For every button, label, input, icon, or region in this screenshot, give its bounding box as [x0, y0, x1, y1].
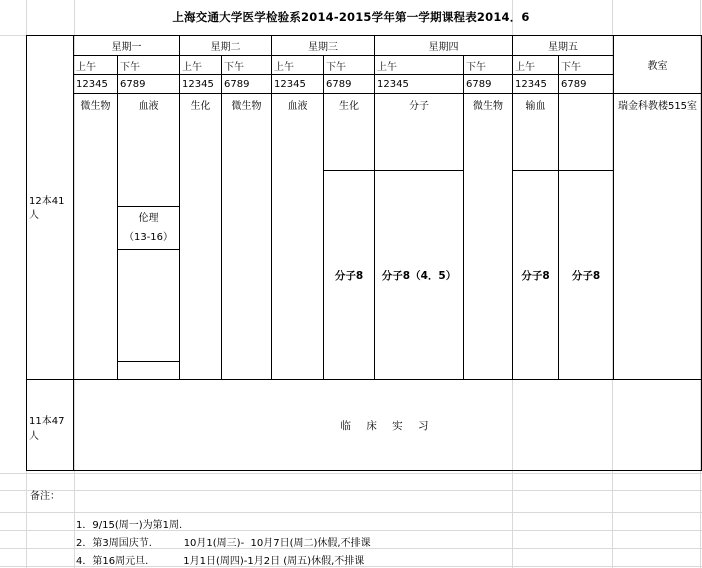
class-name-11-ben[interactable]: 11本47人 — [27, 380, 74, 471]
ethics-weeks: （13-16） — [123, 232, 174, 243]
note-item-1: 1．9/15(周一)为第1周. — [76, 520, 183, 531]
day-header-mon[interactable]: 星期一 — [74, 36, 180, 56]
note-item-2: 2．第3周国庆节. 10月1(周三)- 10月7日(周二)休假,不排课 — [76, 538, 371, 549]
classroom-class-a[interactable]: 瑞金科教楼515室 — [614, 94, 702, 380]
day-header-thu[interactable]: 星期四 — [375, 36, 513, 56]
wed-am-label[interactable]: 上午 — [272, 56, 324, 75]
course-fri-am[interactable]: 输血 — [513, 94, 559, 171]
page-title: 上海交通大学医学检验系2014-2015学年第一学期课程表2014．6 — [172, 10, 530, 24]
course-mon-am[interactable]: 微生物 — [74, 94, 118, 380]
classroom-header[interactable]: 教室 — [614, 36, 702, 94]
day-header-wed[interactable]: 星期三 — [272, 36, 375, 56]
course-mon-pm[interactable]: 血液 — [118, 94, 180, 207]
thu-pm-periods[interactable]: 6789 — [464, 75, 513, 94]
day-header-tue[interactable]: 星期二 — [180, 36, 272, 56]
tue-pm-label[interactable]: 下午 — [222, 56, 272, 75]
ethics-label: 伦理 — [138, 213, 159, 224]
schedule-table — [26, 35, 702, 471]
course-wed-am[interactable]: 血液 — [272, 94, 324, 380]
fri-pm-label[interactable]: 下午 — [559, 56, 614, 75]
wed-pm-label[interactable]: 下午 — [324, 56, 375, 75]
mon-pm-label[interactable]: 下午 — [118, 56, 180, 75]
notes-label: 备注： — [30, 491, 60, 502]
mon-pm-periods[interactable]: 6789 — [118, 75, 180, 94]
tue-pm-periods[interactable]: 6789 — [222, 75, 272, 94]
tue-am-label[interactable]: 上午 — [180, 56, 222, 75]
molecular-8-fri-am[interactable]: 分子8 — [513, 171, 559, 380]
note-item-3: 4．第16周元旦. 1月1日(周四)-1月2日 (周五)休假,不排课 — [76, 556, 365, 567]
molecular-8-thu-am[interactable]: 分子8（4．5） — [375, 171, 464, 380]
day-header-fri[interactable]: 星期五 — [513, 36, 614, 56]
tue-am-periods[interactable]: 12345 — [180, 75, 222, 94]
wed-am-periods[interactable]: 12345 — [272, 75, 324, 94]
course-thu-pm[interactable]: 微生物 — [464, 94, 513, 380]
wed-pm-periods[interactable]: 6789 — [324, 75, 375, 94]
molecular-8-wed-pm[interactable]: 分子8 — [324, 171, 375, 380]
thu-am-label[interactable]: 上午 — [375, 56, 464, 75]
ethics-mon-pm[interactable] — [118, 207, 180, 250]
class-name-12-ben[interactable]: 12本41人 — [29, 196, 65, 221]
course-wed-pm[interactable]: 生化 — [324, 94, 375, 171]
molecular-8-fri-pm[interactable]: 分子8 — [559, 171, 614, 380]
thu-pm-label[interactable]: 下午 — [464, 56, 513, 75]
course-thu-am[interactable]: 分子 — [375, 94, 464, 171]
course-fri-pm-empty[interactable] — [559, 94, 614, 171]
mon-am-periods[interactable]: 12345 — [74, 75, 118, 94]
fri-pm-periods[interactable]: 6789 — [559, 75, 614, 94]
fri-am-periods[interactable]: 12345 — [513, 75, 559, 94]
mon-am-label[interactable]: 上午 — [74, 56, 118, 75]
mon-pm-blank[interactable] — [118, 250, 180, 362]
course-tue-pm[interactable]: 微生物 — [222, 94, 272, 380]
clinical-internship-cell[interactable]: 临 床 实 习 — [74, 380, 702, 471]
thu-am-periods[interactable]: 12345 — [375, 75, 464, 94]
fri-am-label[interactable]: 上午 — [513, 56, 559, 75]
course-tue-am[interactable]: 生化 — [180, 94, 222, 380]
